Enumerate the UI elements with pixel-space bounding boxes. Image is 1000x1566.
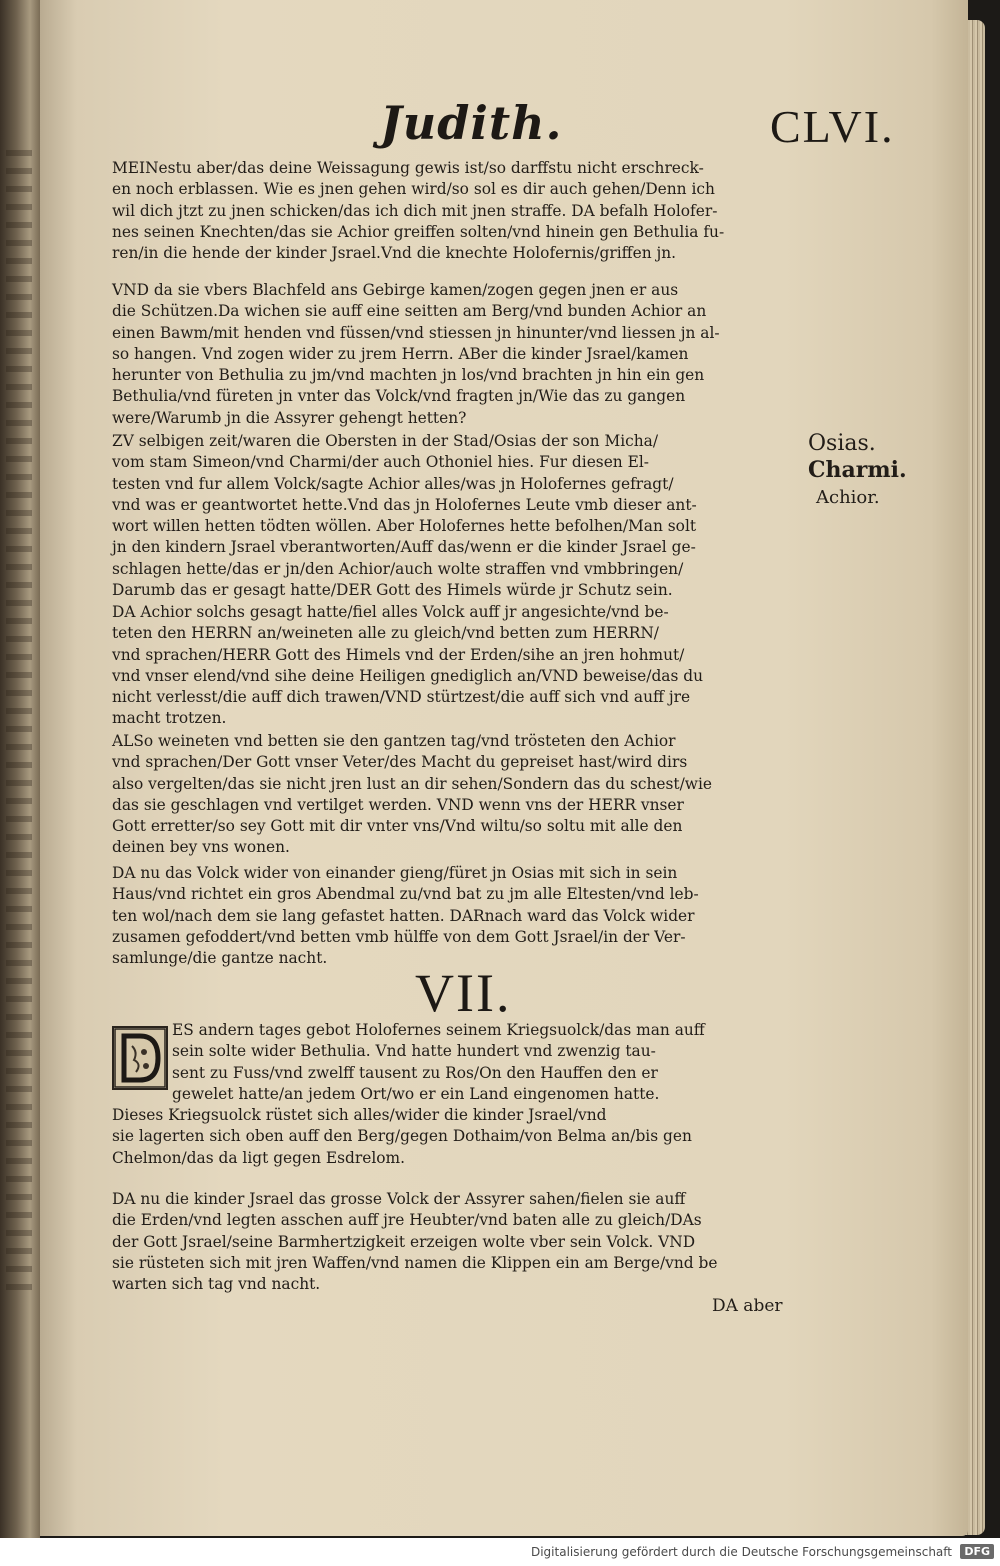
paragraph: DA nu die kinder Jsrael das grosse Volck der Assyrer sahen/fielen sie auff die Erden/vnd legten asschen auff jre Heubter/vnd baten alle zu gleich/DAs der Gott Jsrael/seine Barmhertzigkeit erzeigen wolte vber sein Volck. VND sie rüsteten sich mit jren Waffen/vnd namen die Klippen ein am Berge/vnd be warten sich tag vnd nacht. xyxy=(112,1190,718,1294)
chapter-number: VII. xyxy=(415,963,512,1023)
paragraph: ZV selbigen zeit/waren die Obersten in der Stad/Osias der son Micha/ vom stam Simeon/vnd Charmi/der auch Othoniel hies. Fur diesen El- testen vnd fur allem Volck/sagte Achior alles/was jn Holofernes gefragt/ vnd was er geantwortet hette.Vnd das jn Holofernes Leute vmb dieser ant- wort willen hetten tödten wöllen. Aber Holofernes hette befolhen/Man solt jn den kindern Jsrael vberantworten/Auff das/wenn er die kinder Jsrael ge- schlagen hette/das er jn/den Achior/auch wolte straffen vnd vmbbringen/ Darumb das er gesagt hatte/DER Gott des Himels würde jr Schutz sein. xyxy=(112,432,697,600)
paragraph: DA Achior solchs gesagt hatte/fiel alles Volck auff jr angesichte/vnd be- teten den HERRN an/weineten alle zu gleich/vnd betten zum HERRN/ vnd sprachen/HERR Gott des Himels vnd der Erden/sihe an jren hohmut/ vnd vnser elend/vnd sihe deine Heiligen gnediglich an/VND beweise/das du nicht verlesst/die auff dich trawen/VND stürtzest/die auff sich vnd auff jre macht trotzen. xyxy=(112,603,704,728)
paragraph: ALSo weineten vnd betten sie den gantzen tag/vnd trösteten den Achior vnd sprachen/Der Gott vnser Veter/des Macht du gepreiset hast/wird dirs also vergelten/das sie nicht jren lust an dir sehen/Sondern das du schest/wie das sie geschlagen vnd vertilget werden. VND wenn vns der HERR vnser Gott erretter/so sey Gott mit dir vnter vns/Vnd wiltu/so soltu mit alle den deinen bey vns wonen. xyxy=(112,732,712,857)
folio-number: CLVI. xyxy=(770,101,895,152)
marginal-note: Achior. xyxy=(816,487,880,508)
running-title: Judith. xyxy=(380,96,563,150)
decorated-initial-d-icon xyxy=(114,1028,166,1088)
marginal-note: Charmi. xyxy=(808,457,907,483)
marginal-note: Osias. xyxy=(808,431,876,456)
paragraph: DA nu das Volck wider von einander gieng/füret jn Osias mit sich in sein Haus/vnd richtet ein gros Abendmal zu/vnd bat zu jm alle Eltesten/vnd leb- ten wol/nach dem sie lang gefastet hatten. DARnach ward das Volck wider zusamen gefoddert/vnd betten vmb hülffe von dem Gott Jsrael/in der Ver- samlunge/die gantze nacht. xyxy=(112,864,699,968)
facing-page-edge xyxy=(0,0,40,1566)
dfg-logo: DFG xyxy=(960,1544,994,1559)
paragraph: ES andern tages gebot Holofernes seinem Kriegsuolck/das man auff sein solte wider Bethulia. Vnd hatte hundert vnd zwenzig tau- sent zu Fuss/vnd zwelff tausent zu Ros/On den Hauffen den er gewelet hatte/an jedem Ort/wo er ein Land eingenomen hatte. xyxy=(172,1021,705,1103)
facing-page-text-fragment xyxy=(6,150,32,1300)
funding-credit: Digitalisierung gefördert durch die Deutsche Forschungsgemeinschaft xyxy=(530,1545,952,1559)
paragraph: Dieses Kriegsuolck rüstet sich alles/wider die kinder Jsrael/vnd sie lagerten sich oben auff den Berg/gegen Dothaim/von Belma an/bis gen Chelmon/das da ligt gegen Esdrelom. xyxy=(112,1106,692,1167)
decorated-initial-d xyxy=(112,1026,168,1090)
paragraph: MEINestu aber/das deine Weissagung gewis ist/so darffstu nicht erschreck- en noch erblassen. Wie es jnen gehen wird/so sol es dir auch gehen/Denn ich wil dich jtzt zu jnen schicken/das ich dich mit jnen straffe. DA befalh Holofer- nes seinen Knechten/das sie Achior greiffen solten/vnd hinein gen Bethulia fu- ren/in die hende der kinder Jsrael.Vnd die knechte Holofernis/griffen jn. xyxy=(112,159,725,263)
marginal-notes xyxy=(808,430,918,511)
digitization-footer xyxy=(0,1538,1000,1566)
paragraph: VND da sie vbers Blachfeld ans Gebirge kamen/zogen gegen jnen er aus die Schützen.Da wichen sie auff eine seitten am Berg/vnd bunden Achior an einen Bawm/mit henden vnd füssen/vnd stiessen jn hinunter/vnd liessen jn al- so hangen. Vnd zogen wider zu jrem Herrn. ABer die kinder Jsrael/kamen herunter von Bethulia zu jm/vnd machten jn los/vnd brachten jn hin ein gen Bethulia/vnd füreten jn vnter das Volck/vnd fragten jn/Wie das zu gangen were/Warumb jn die Assyrer gehengt hetten? xyxy=(112,281,720,427)
catchword: DA aber xyxy=(712,1296,783,1316)
